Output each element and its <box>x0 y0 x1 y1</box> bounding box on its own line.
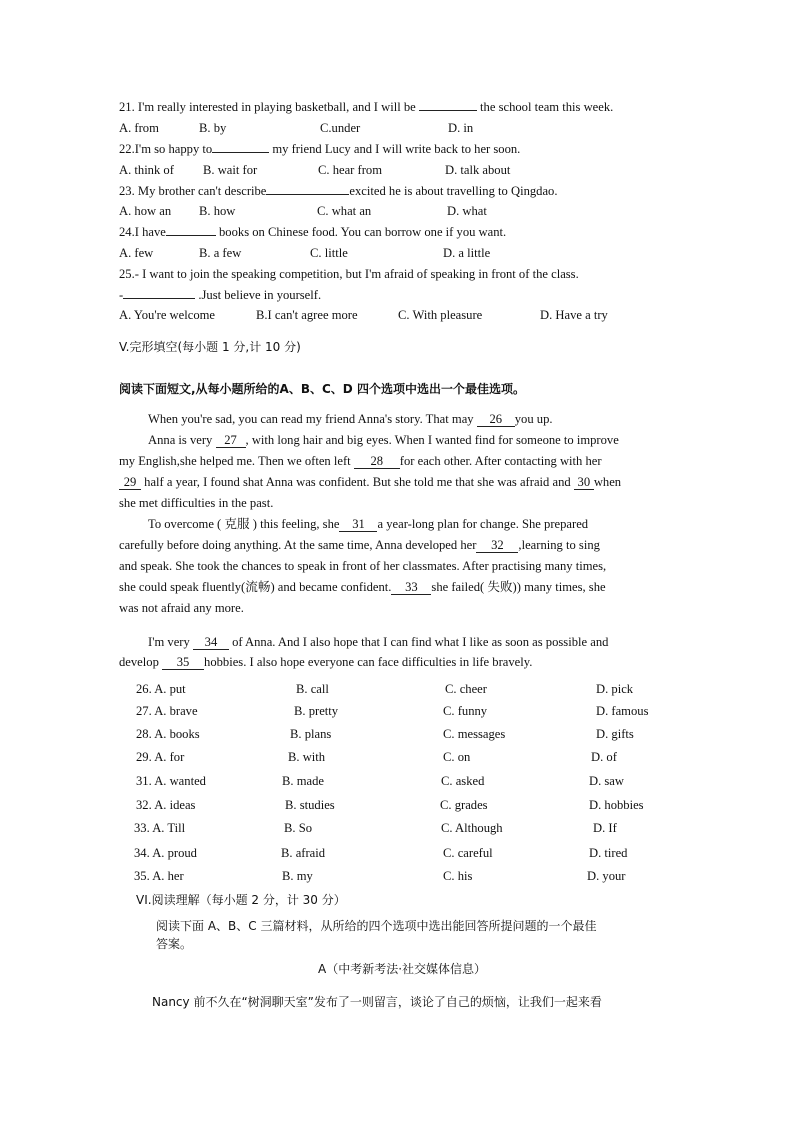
cloze-27-c[interactable]: C. funny <box>443 704 488 718</box>
question-23: 23. My brother can't describe excited he is about travelling to Qingdao. <box>119 184 558 198</box>
passage-line-10: was not afraid any more. <box>119 601 244 615</box>
section-6-instruction-1: 阅读下面 A、B、C 三篇材料，从所给的四个选项中选出能回答所提问题的一个最佳 <box>156 919 597 933</box>
passage-line-7: carefully before doing anything. At the same time, Anna developed her 32 ,learning to sing <box>119 538 600 552</box>
section-6-instruction-2: 答案。 <box>156 937 193 951</box>
q23-option-b[interactable]: B. how <box>199 204 236 218</box>
passage-line-11: I'm very 34 of Anna. And I also hope that I can find what I like as soon as possible and <box>148 635 609 649</box>
cloze-28-d[interactable]: D. gifts <box>596 727 634 741</box>
q23-option-a[interactable]: A. how an <box>119 204 172 218</box>
question-25-reply: - .Just believe in yourself. <box>119 288 322 302</box>
blank-30[interactable]: 30 <box>574 475 594 490</box>
passage-line-6: To overcome ( 克服 ) this feeling, she 31 a year-long plan for change. She prepared <box>148 517 589 531</box>
blank-29[interactable]: 29 <box>119 475 141 490</box>
cloze-29-d[interactable]: D. of <box>591 750 617 764</box>
passage-line-12: develop 35 hobbies. I also hope everyone can face difficulties in life bravely. <box>119 655 533 669</box>
cloze-33-d[interactable]: D. If <box>593 821 617 835</box>
blank-26[interactable]: 26 <box>477 412 515 427</box>
blank-24[interactable] <box>166 235 216 236</box>
blank-34[interactable]: 34 <box>193 635 229 650</box>
cloze-31-d[interactable]: D. saw <box>589 774 624 788</box>
cloze-35-a[interactable]: 35. A. her <box>134 869 184 883</box>
cloze-33-b[interactable]: B. So <box>284 821 312 835</box>
q25-option-d[interactable]: D. Have a try <box>540 308 608 322</box>
section-6-intro: Nancy 前不久在“树洞聊天室”发布了一则留言，谈论了自己的烦恼，让我们一起来看 <box>152 995 602 1009</box>
cloze-27-a[interactable]: 27. A. brave <box>136 704 198 718</box>
cloze-29-c[interactable]: C. on <box>443 750 471 764</box>
blank-33[interactable]: 33 <box>391 580 431 595</box>
cloze-34-c[interactable]: C. careful <box>443 846 493 860</box>
cloze-28-b[interactable]: B. plans <box>290 727 332 741</box>
cloze-27-b[interactable]: B. pretty <box>294 704 339 718</box>
passage-line-9: she could speak fluently(流畅) and became confident. 33 she failed( 失败)) many times, she <box>119 580 606 594</box>
q23-option-c[interactable]: C. what an <box>317 204 372 218</box>
section-5-title: V.完形填空(每小题 1 分,计 10 分) <box>119 340 301 354</box>
cloze-31-a[interactable]: 31. A. wanted <box>136 774 206 788</box>
q24-option-d[interactable]: D. a little <box>443 246 491 260</box>
q21-option-c[interactable]: C.under <box>320 121 361 135</box>
cloze-33-a[interactable]: 33. A. Till <box>134 821 186 835</box>
cloze-35-c[interactable]: C. his <box>443 869 473 883</box>
cloze-31-c[interactable]: C. asked <box>441 774 485 788</box>
q22-option-a[interactable]: A. think of <box>119 163 174 177</box>
cloze-35-d[interactable]: D. your <box>587 869 626 883</box>
question-25: 25.- I want to join the speaking competition, but I'm afraid of speaking in front of the class. <box>119 267 579 281</box>
cloze-34-a[interactable]: 34. A. proud <box>134 846 197 860</box>
passage-line-4: 29 half a year, I found shat Anna was confident. But she told me that she was afraid and 30when <box>119 474 621 490</box>
passage-line-2: Anna is very 27, with long hair and big eyes. When I wanted find for someone to improve <box>148 433 619 447</box>
q21-option-d[interactable]: D. in <box>448 121 474 135</box>
q21-option-b[interactable]: B. by <box>199 121 227 135</box>
blank-25[interactable] <box>123 298 195 299</box>
q25-option-b[interactable]: B.I can't agree more <box>256 308 358 322</box>
question-21: 21. I'm really interested in playing basketball, and I will be the school team this week. <box>119 100 614 114</box>
cloze-26-b[interactable]: B. call <box>296 682 329 696</box>
q24-option-a[interactable]: A. few <box>119 246 154 260</box>
blank-28[interactable]: 28 <box>354 454 400 469</box>
passage-line-8: and speak. She took the chances to speak in front of her classmates. After practising many times, <box>119 559 607 573</box>
cloze-28-c[interactable]: C. messages <box>443 727 506 741</box>
cloze-28-a[interactable]: 28. A. books <box>136 727 200 741</box>
blank-32[interactable]: 32 <box>476 538 518 553</box>
q24-option-b[interactable]: B. a few <box>199 246 242 260</box>
cloze-32-c[interactable]: C. grades <box>440 798 488 812</box>
cloze-32-a[interactable]: 32. A. ideas <box>136 798 196 812</box>
cloze-29-b[interactable]: B. with <box>288 750 326 764</box>
cloze-34-b[interactable]: B. afraid <box>281 846 326 860</box>
blank-21[interactable] <box>419 110 477 111</box>
cloze-31-b[interactable]: B. made <box>282 774 324 788</box>
q24-option-c[interactable]: C. little <box>310 246 348 260</box>
q22-option-b[interactable]: B. wait for <box>203 163 258 177</box>
passage-line-1: When you're sad, you can read my friend Anna's story. That may 26 you up. <box>148 412 553 426</box>
cloze-33-c[interactable]: C. Although <box>441 821 503 835</box>
cloze-26-d[interactable]: D. pick <box>596 682 634 696</box>
cloze-27-d[interactable]: D. famous <box>596 704 649 718</box>
blank-22[interactable] <box>212 152 269 153</box>
cloze-32-d[interactable]: D. hobbies <box>589 798 644 812</box>
section-5-instruction: 阅读下面短文,从每小题所给的A、B、C、D 四个选项中选出一个最佳选项。 <box>119 382 525 396</box>
q23-option-d[interactable]: D. what <box>447 204 487 218</box>
q22-option-d[interactable]: D. talk about <box>445 163 511 177</box>
question-24: 24.I have books on Chinese food. You can borrow one if you want. <box>119 225 507 239</box>
cloze-34-d[interactable]: D. tired <box>589 846 628 860</box>
q21-option-a[interactable]: A. from <box>119 121 159 135</box>
cloze-32-b[interactable]: B. studies <box>285 798 335 812</box>
passage-line-3: my English,she helped me. Then we often left 28 for each other. After contacting with her <box>119 454 602 468</box>
blank-27[interactable]: 27 <box>216 433 246 448</box>
q22-option-c[interactable]: C. hear from <box>318 163 382 177</box>
q25-option-a[interactable]: A. You're welcome <box>119 308 216 322</box>
cloze-26-c[interactable]: C. cheer <box>445 682 487 696</box>
blank-23[interactable] <box>266 194 349 195</box>
cloze-29-a[interactable]: 29. A. for <box>136 750 185 764</box>
question-22: 22.I'm so happy to my friend Lucy and I will write back to her soon. <box>119 142 521 156</box>
cloze-26-a[interactable]: 26. A. put <box>136 682 186 696</box>
section-6-title: VI.阅读理解（每小题 2 分，计 30 分） <box>136 893 346 907</box>
blank-31[interactable]: 31 <box>339 517 377 532</box>
q25-option-c[interactable]: C. With pleasure <box>398 308 483 322</box>
section-6-sub-a: A（中考新考法·社交媒体信息） <box>318 962 487 976</box>
blank-35[interactable]: 35 <box>162 655 204 670</box>
passage-line-5: she met difficulties in the past. <box>119 496 274 510</box>
cloze-35-b[interactable]: B. my <box>282 869 313 883</box>
